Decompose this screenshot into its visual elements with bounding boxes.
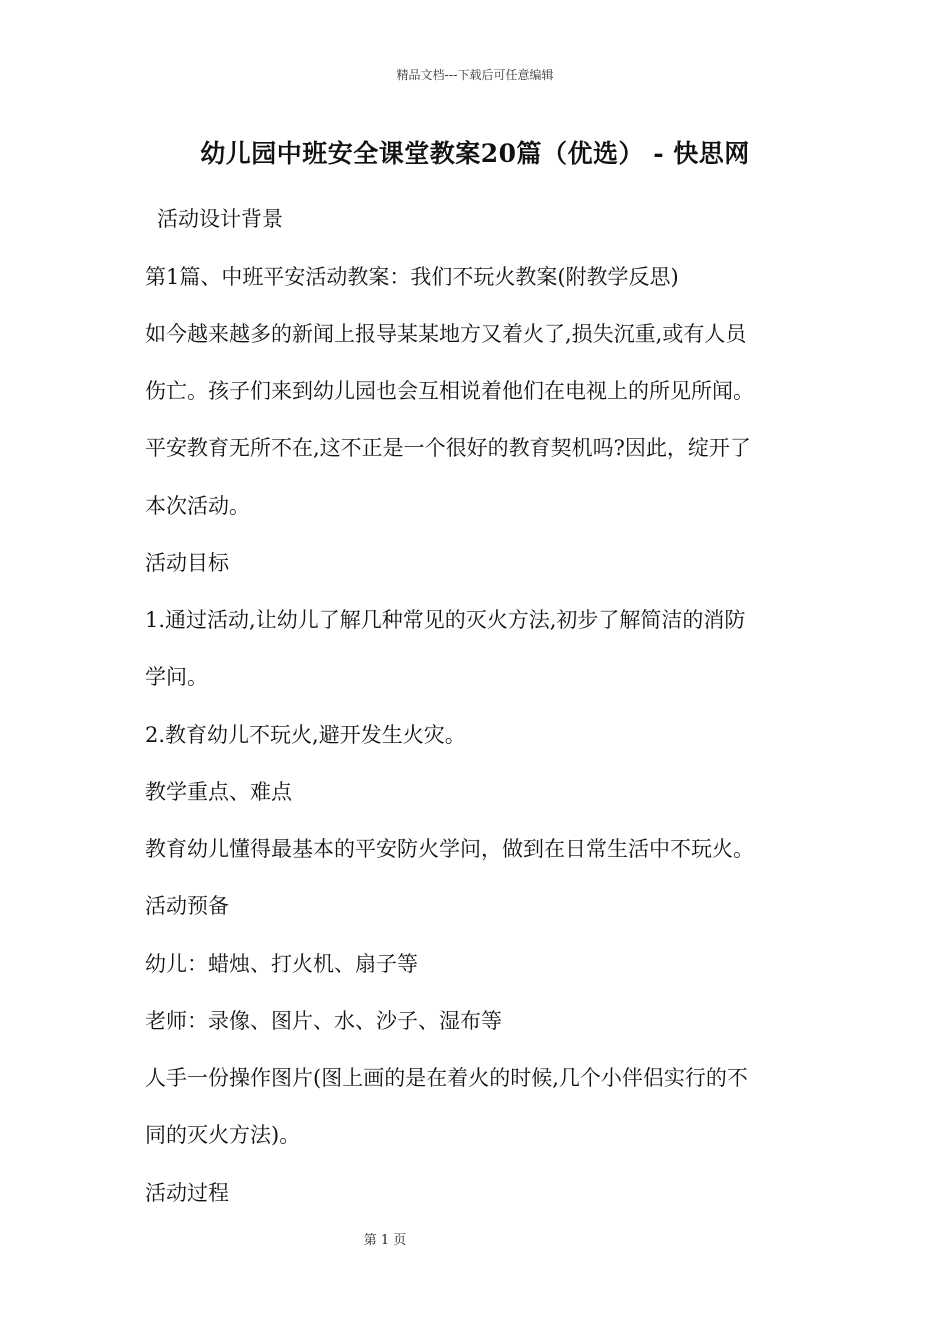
paragraph-line: 本次活动。	[145, 494, 250, 518]
paragraph-line: 教育幼儿懂得最基本的平安防火学问，做到在日常生活中不玩火。	[145, 837, 754, 861]
paragraph-line: 同的灭火方法)。	[145, 1123, 301, 1147]
goal-item-2: 2.教育幼儿不玩火,避开发生火灾。	[145, 723, 466, 747]
paragraph-line: 学问。	[145, 665, 208, 689]
preparation-children: 幼儿：蜡烛、打火机、扇子等	[145, 952, 418, 976]
page-number: 第 1 页	[363, 1233, 407, 1248]
paragraph-line: 人手一份操作图片(图上画的是在着火的时候,几个小伴侣实行的不	[145, 1066, 748, 1090]
section-heading-background: 活动设计背景	[157, 207, 283, 231]
header-note: 精品文档---下载后可任意编辑	[396, 68, 554, 82]
section-heading-goals: 活动目标	[145, 551, 229, 575]
paragraph-line: 平安教育无所不在,这不正是一个很好的教育契机吗?因此，绽开了	[145, 436, 751, 460]
document-title: 幼儿园中班安全课堂教案20篇（优选） - 快思网	[200, 139, 750, 168]
goal-item-1: 1.通过活动,让幼儿了解几种常见的灭火方法,初步了解简洁的消防	[145, 608, 746, 632]
lesson-heading: 第1篇、中班平安活动教案：我们不玩火教案(附教学反思)	[145, 265, 679, 289]
preparation-teacher: 老师：录像、图片、水、沙子、湿布等	[145, 1009, 502, 1033]
paragraph-line: 如今越来越多的新闻上报导某某地方又着火了,损失沉重,或有人员	[145, 322, 747, 346]
paragraph-line: 伤亡。孩子们来到幼儿园也会互相说着他们在电视上的所见所闻。	[145, 379, 754, 403]
section-heading-process: 活动过程	[145, 1181, 229, 1205]
section-heading-preparation: 活动预备	[145, 894, 229, 918]
section-heading-key-points: 教学重点、难点	[145, 780, 292, 804]
